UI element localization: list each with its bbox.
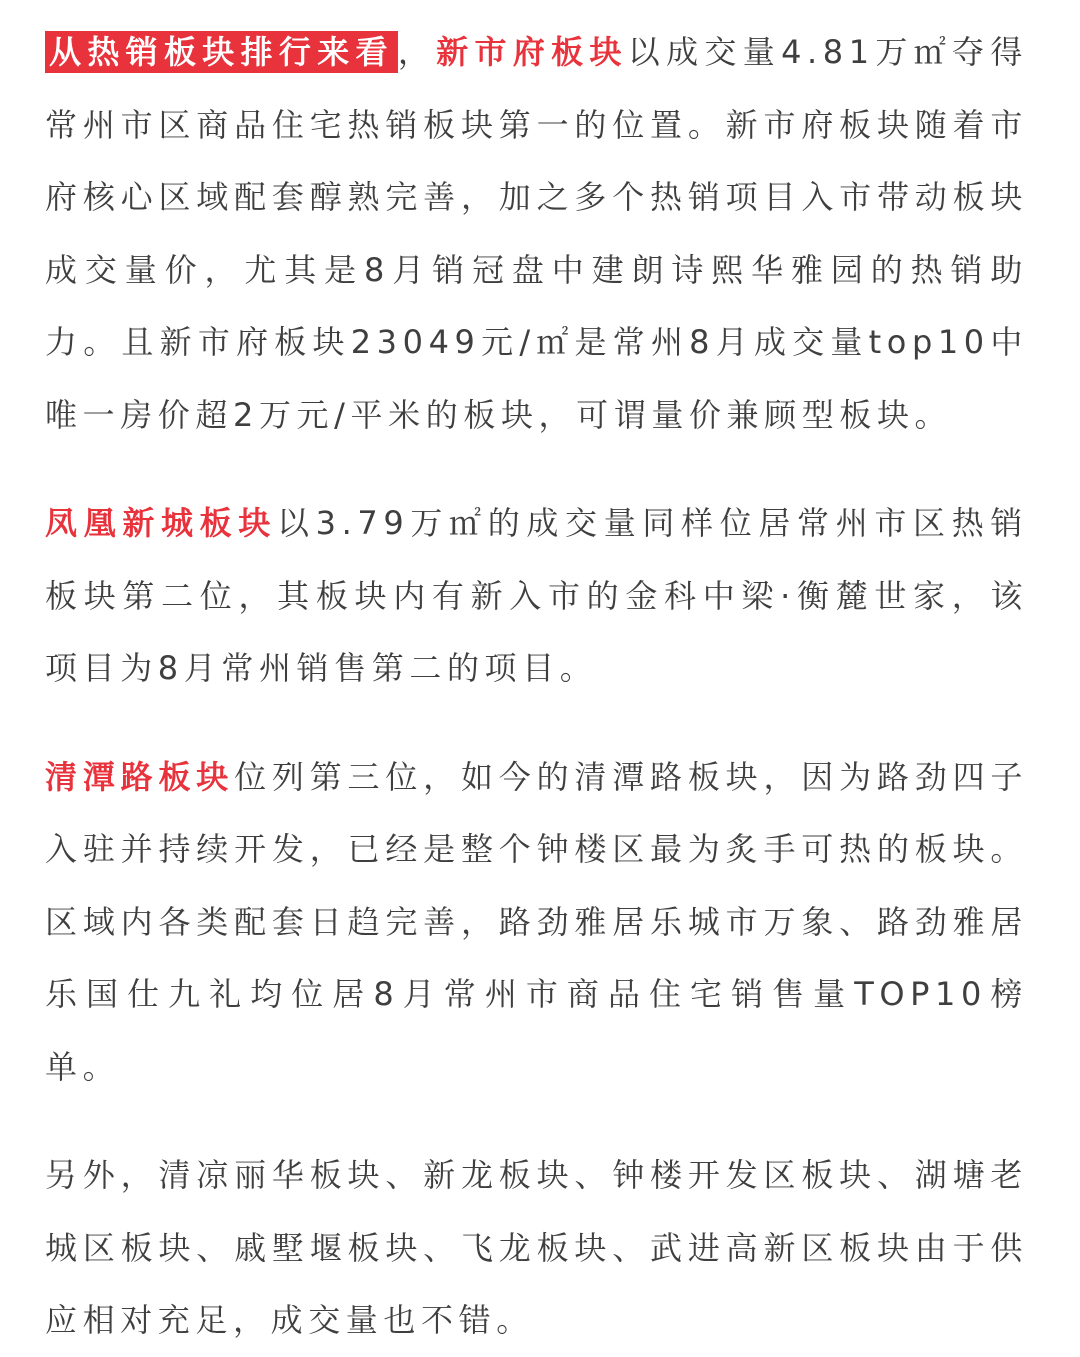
section-lead-highlight: 从热销板块排行来看 xyxy=(45,31,398,73)
paragraph-qingtanlu xyxy=(45,741,1028,1104)
sector-name-qingtanlu: 清潭路板块 xyxy=(45,757,235,796)
paragraph-fenghuang xyxy=(45,487,1028,705)
sector-name-xinshifu: 新市府板块 xyxy=(436,33,628,71)
sector-name-fenghuang: 凤凰新城板块 xyxy=(45,504,277,542)
paragraph-text: 位列第三位，如今的清潭路板块，因为路劲四子入驻并持续开发，已经是整个钟楼区最为炙手可热的板块。区域内各类配套日趋完善，路劲雅居乐城市万象、路劲雅居乐国仕九礼均位居8月常州市商品住宅销售量TOP10榜单。 xyxy=(45,757,1028,1086)
paragraph-others xyxy=(45,1139,1028,1357)
paragraph-text: 另外，清凉丽华板块、新龙板块、钟楼开发区板块、湖塘老城区板块、戚墅堰板块、飞龙板块、武进高新区板块由于供应相对充足，成交量也不错。 xyxy=(45,1156,1028,1339)
paragraph-hot-sectors xyxy=(45,16,1028,451)
lead-separator: ， xyxy=(397,33,437,71)
paragraph-text: 以成交量4.81万㎡夺得常州市区商品住宅热销板块第一的位置。新市府板块随着市府核心区域配套醇熟完善，加之多个热销项目入市带动板块成交量价，尤其是8月销冠盘中建朗诗熙华雅园的热销助力。且新市府板块23049元/㎡是常州8月成交量top10中唯一房价超2万元/平米的板块，可谓量价兼顾型板块。 xyxy=(45,33,1028,434)
paragraph-text: 以3.79万㎡的成交量同样位居常州市区热销板块第二位，其板块内有新入市的金科中梁·衡麓世家，该项目为8月常州销售第二的项目。 xyxy=(45,504,1028,687)
